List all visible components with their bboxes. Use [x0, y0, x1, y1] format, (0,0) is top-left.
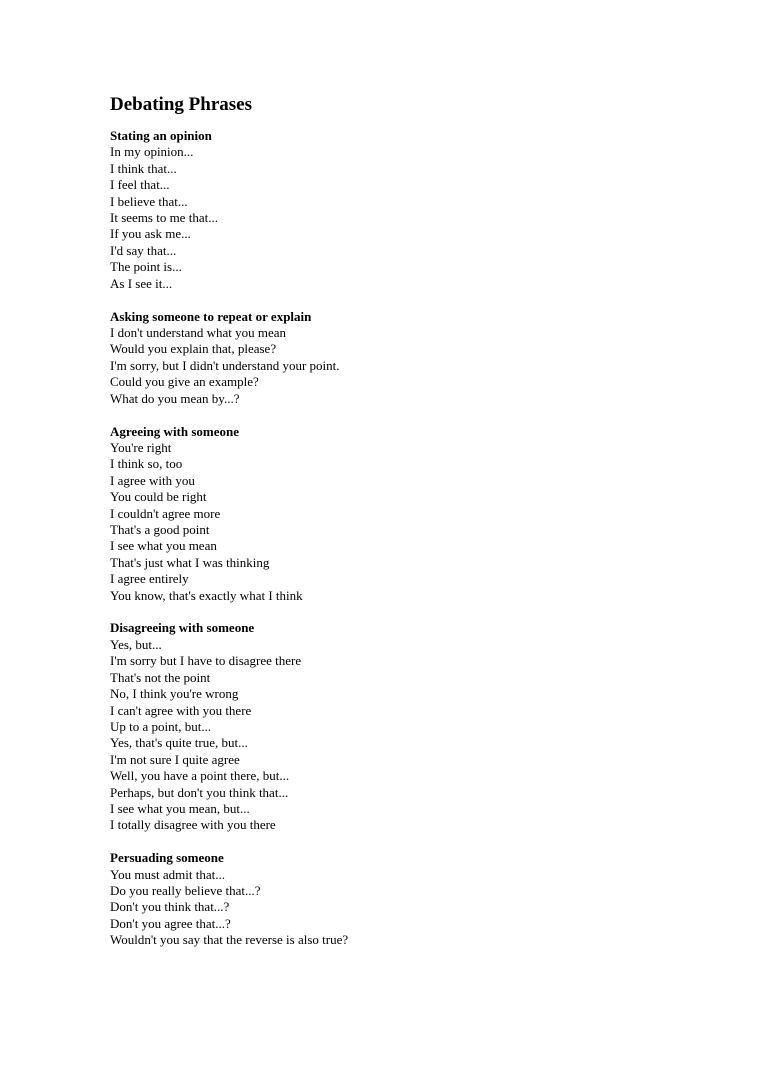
section-heading: Stating an opinion — [110, 128, 212, 143]
phrase-item: If you ask me... — [110, 226, 191, 242]
phrase-item: That's a good point — [110, 521, 210, 537]
phrase-item: Don't you think that...? — [110, 899, 230, 915]
phrase-item: No, I think you're wrong — [110, 686, 239, 702]
phrase-item: Could you give an example? — [110, 374, 259, 390]
phrase-item: Up to a point, but... — [110, 718, 212, 734]
phrase-item: It seems to me that... — [110, 210, 218, 226]
phrase-item: You're right — [110, 439, 172, 455]
section-persuading-someone — [110, 850, 710, 948]
section-heading: Asking someone to repeat or explain — [110, 308, 312, 324]
phrase-item: I couldn't agree more — [110, 505, 221, 521]
phrase-list — [110, 440, 710, 604]
section-agreeing-with-someone — [110, 424, 710, 604]
phrase-list — [110, 637, 710, 834]
document-title: Debating Phrases — [110, 94, 252, 115]
phrase-item: I agree with you — [110, 472, 195, 488]
phrase-item: I think that... — [110, 160, 177, 176]
phrase-item: The point is... — [110, 259, 182, 275]
phrase-item: In my opinion... — [110, 144, 194, 160]
phrase-item: I totally disagree with you there — [110, 817, 276, 833]
phrase-item: You could be right — [110, 489, 207, 505]
phrase-item: You must admit that... — [110, 866, 225, 882]
phrase-item: I think so, too — [110, 456, 183, 472]
phrase-item: Do you really believe that...? — [110, 883, 261, 899]
phrase-item: I see what you mean, but... — [110, 800, 250, 816]
phrase-item: I agree entirely — [110, 571, 189, 587]
section-heading: Persuading someone — [110, 850, 224, 866]
phrase-item: I'd say that... — [110, 242, 177, 258]
phrase-list — [110, 867, 710, 949]
phrase-item: I don't understand what you mean — [110, 324, 286, 340]
phrase-item: Would you explain that, please? — [110, 341, 277, 357]
phrase-item: That's not the point — [110, 669, 211, 685]
section-disagreeing-with-someone — [110, 620, 710, 833]
phrase-item: I believe that... — [110, 193, 188, 209]
sections-container — [110, 128, 710, 949]
section-heading: Disagreeing with someone — [110, 620, 255, 636]
phrase-item: I'm sorry, but I didn't understand your point. — [110, 357, 340, 373]
phrase-item: I feel that... — [110, 177, 170, 193]
phrase-list — [110, 144, 710, 292]
phrase-item: Don't you agree that...? — [110, 915, 231, 931]
phrase-item: As I see it... — [110, 275, 173, 291]
section-heading: Agreeing with someone — [110, 423, 240, 439]
phrase-item: I see what you mean — [110, 538, 217, 554]
phrase-item: Yes, that's quite true, but... — [110, 735, 248, 751]
section-stating-an-opinion — [110, 128, 710, 292]
phrase-item: I can't agree with you there — [110, 702, 252, 718]
section-asking-someone-to-repeat-or-explain — [110, 309, 710, 407]
document-page — [110, 94, 710, 965]
phrase-item: Yes, but... — [110, 636, 162, 652]
phrase-item: Wouldn't you say that the reverse is also true? — [110, 932, 349, 948]
phrase-item: What do you mean by...? — [110, 390, 240, 406]
phrase-list — [110, 325, 710, 407]
phrase-item: You know, that's exactly what I think — [110, 587, 303, 603]
phrase-item: Perhaps, but don't you think that... — [110, 784, 289, 800]
phrase-item: That's just what I was thinking — [110, 554, 270, 570]
phrase-item: I'm sorry but I have to disagree there — [110, 653, 302, 669]
phrase-item: Well, you have a point there, but... — [110, 768, 290, 784]
phrase-item: I'm not sure I quite agree — [110, 751, 240, 767]
